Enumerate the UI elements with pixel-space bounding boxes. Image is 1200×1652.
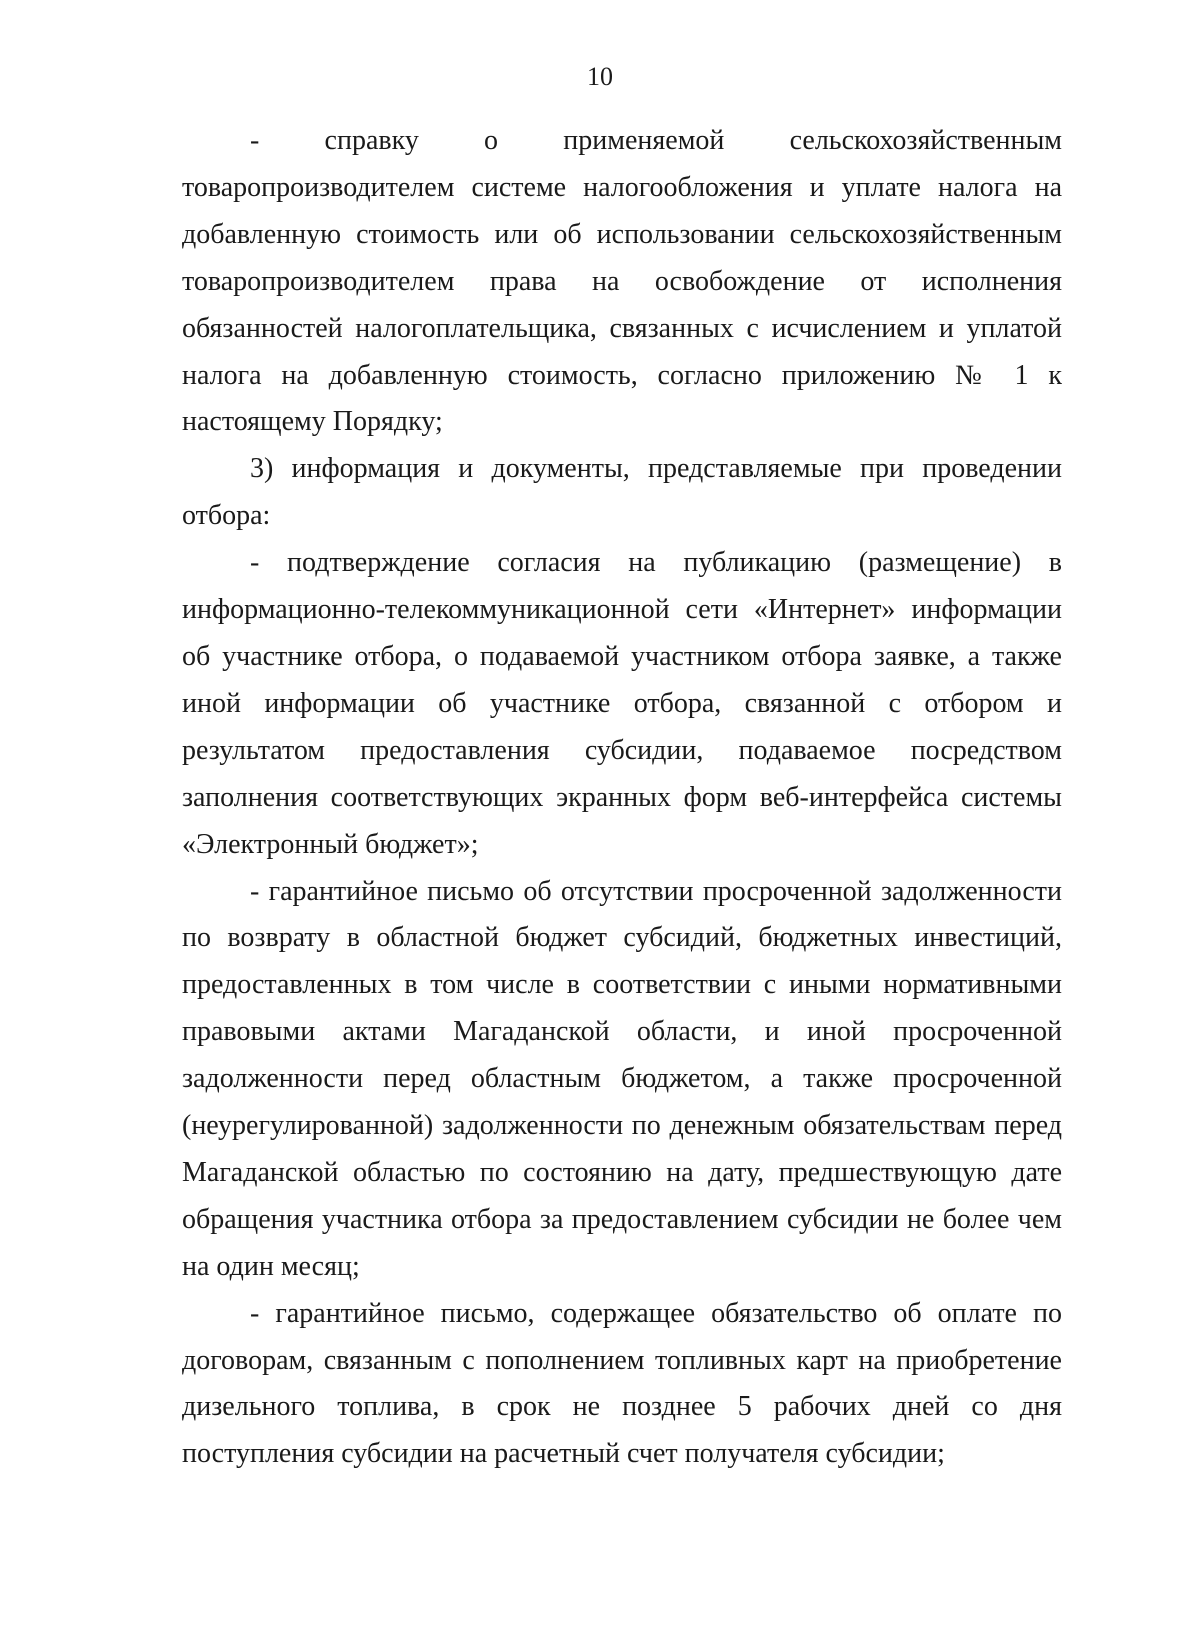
paragraph-fuel-payment-guarantee-letter: - гарантийное письмо, содержащее обязательство об оплате по договорам, связанным с пополнением топливных карт на приобретение дизельного топлива, в срок не позднее 5 рабочих дней со дня поступления субсидии на расчетный счет получателя субсидии; — [182, 1297, 1062, 1470]
paragraph-selection-documents-heading: 3) информация и документы, представляемые при проведении отбора: — [182, 453, 1062, 532]
page-number: 10 — [587, 62, 613, 91]
paragraph-tax-certificate: - справку о применяемой сельскохозяйственным товаропроизводителем системе налогообложения и уплате налога на добавленную стоимость или об использовании сельскохозяйственным товаропроизводителем права на освобождение от исполнения обязанностей налогоплательщика, связанных с исчислением и уплатой налога на добавленную стоимость, согласно приложению № 1 к настоящему Порядку; — [182, 125, 1062, 438]
paragraph-publication-consent: - подтверждение согласия на публикацию (размещение) в информационно-телекоммуникационной сети «Интернет» информации об участнике отбора, о подаваемой участником отбора заявке, а также иной информации об участнике отбора, связанной с отбором и результатом предоставления субсидии, подаваемое посредством заполнения соответствующих экранных форм веб-интерфейса системы «Электронный бюджет»; — [182, 547, 1062, 860]
document-body — [182, 118, 1062, 1478]
paragraph-no-debt-guarantee-letter: - гарантийное письмо об отсутствии просроченной задолженности по возврату в областной бюджет субсидий, бюджетных инвестиций, предоставленных в том числе в соответствии с иными нормативными правовыми актами Магаданской области, и иной просроченной задолженности перед областным бюджетом, а также просроченной (неурегулированной) задолженности по денежным обязательствам перед Магаданской областью по состоянию на дату, предшествующую дате обращения участника отбора за предоставлением субсидии не более чем на один месяц; — [182, 875, 1062, 1282]
